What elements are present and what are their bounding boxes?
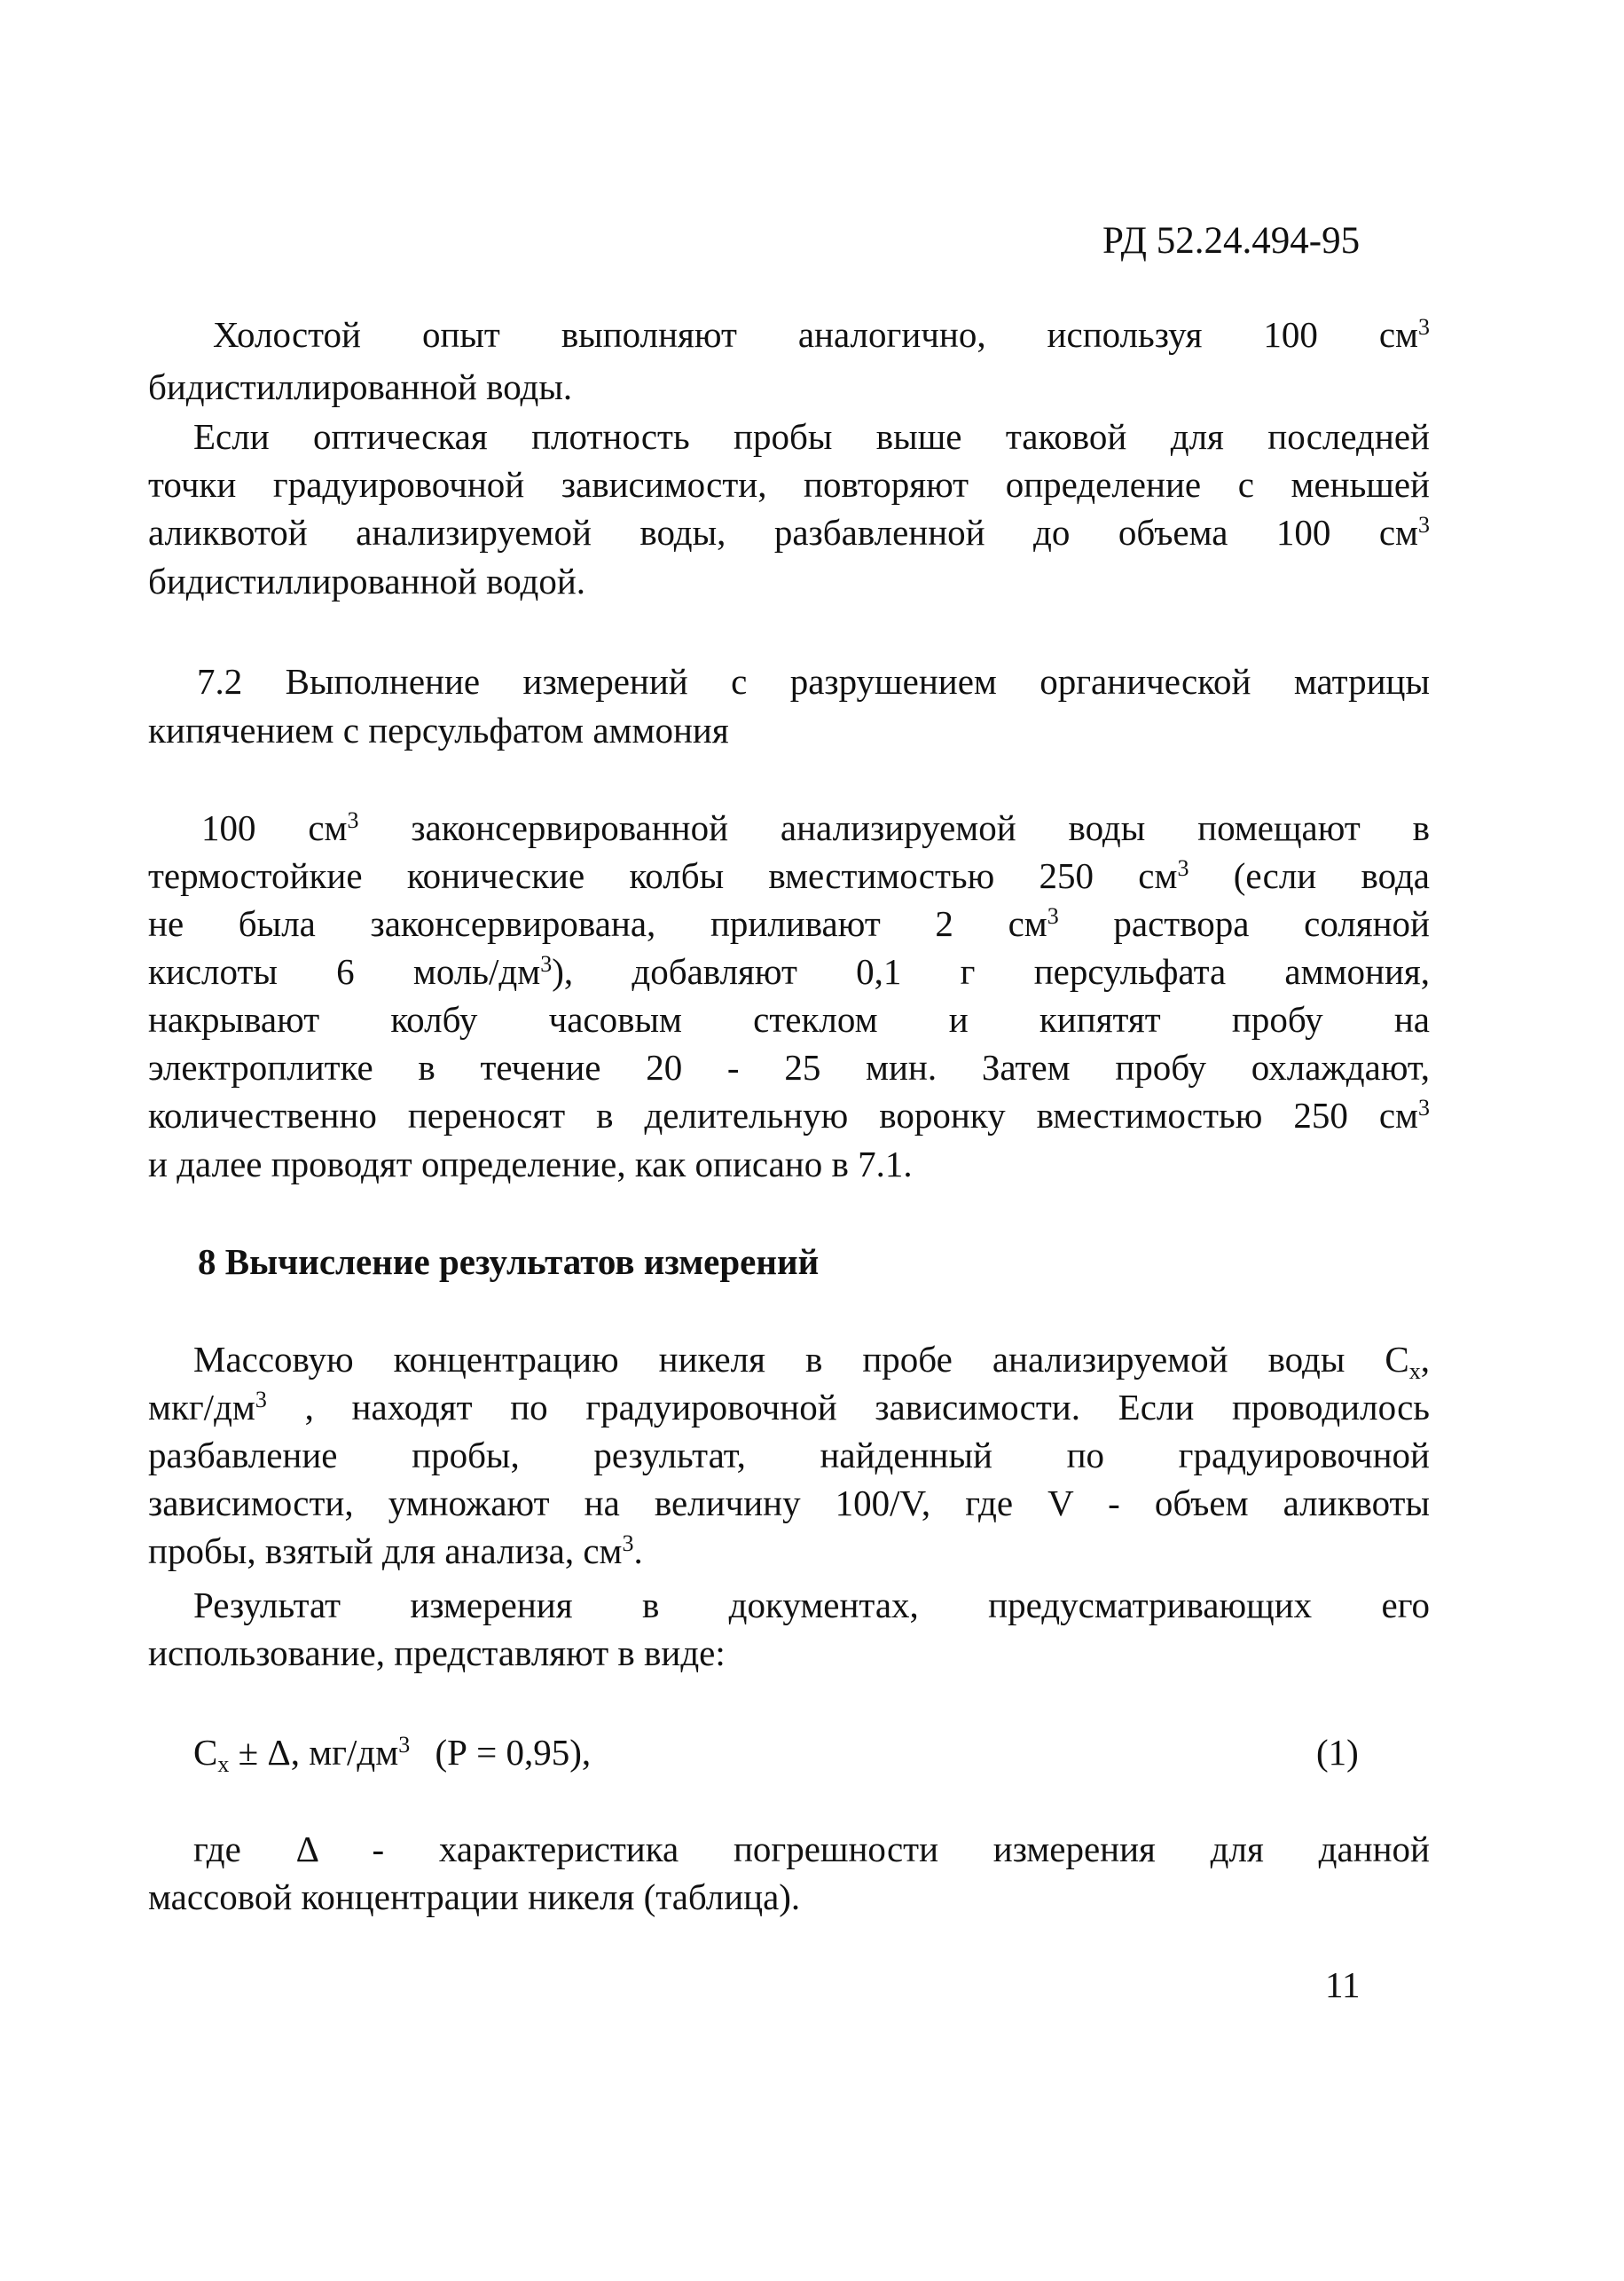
paragraph-line: электроплитке в течение 20 - 25 мин. Затем пробу охлаждают,	[148, 1047, 1430, 1088]
paragraph-line: пробы, взятый для анализа, $см^3$.	[148, 1530, 643, 1571]
document-code-header: РД 52.24.494-95	[1102, 220, 1361, 262]
formula-number: (1)	[1316, 1732, 1359, 1773]
paragraph-line: использование, представляют в виде:	[148, 1632, 726, 1673]
paragraph-line: массовой концентрации никеля (таблица).	[148, 1876, 801, 1917]
paragraph-line: бидистиллированной водой.	[148, 561, 586, 602]
paragraph-line: и далее проводят определение, как описано в 7.1.	[148, 1144, 913, 1184]
paragraph-line: кислоты 6 моль/$дм^3$), добавляют 0,1 г персульфата аммония,	[148, 951, 1431, 992]
paragraph-line: Результат измерения в документах, предусматривающих его	[193, 1585, 1430, 1625]
section-heading-7-2: 7.2 Выполнение измерений с разрушением органической матрицы	[197, 661, 1430, 702]
paragraph-line: Если оптическая плотность пробы выше таковой для последней	[193, 416, 1430, 457]
paragraph-line: термостойкие конические колбы вместимостью 250 $см^3$ (если вода	[148, 855, 1430, 896]
paragraph-line: зависимости, умножают на величину 100/V, где V - объем аликвоты	[148, 1483, 1430, 1523]
paragraph-line: разбавление пробы, результат, найденный по градуировочной	[148, 1435, 1430, 1475]
paragraph-line: бидистиллированной воды.	[148, 366, 573, 407]
page-number: 11	[1325, 1964, 1361, 2005]
paragraph-line: накрывают колбу часовым стеклом и кипятят пробу на	[148, 999, 1430, 1040]
paragraph-line: Массовую концентрацию никеля в пробе анализируемой воды $С_x$,	[193, 1339, 1430, 1384]
paragraph-line: 100 $см^3$ законсервированной анализируемой воды помещают в	[201, 807, 1430, 848]
paragraph-line: не была законсервирована, приливают 2 $см^3$ раствора соляной	[148, 903, 1430, 944]
paragraph-line: точки градуировочной зависимости, повторяют определение с меньшей	[148, 464, 1430, 505]
formula: $С_x \pm \Delta$, $мг/дм^3$ (Р = 0,95),	[193, 1732, 592, 1777]
section-heading-8: 8 Вычисление результатов измерений	[198, 1241, 820, 1282]
section-heading-7-2: кипячением с персульфатом аммония	[148, 710, 729, 751]
paragraph-line: Холостой опыт выполняют аналогично, используя 100 $см^3$	[213, 314, 1430, 355]
paragraph-line: мкг/$дм^3$ , находят по градуировочной зависимости. Если проводилось	[148, 1387, 1430, 1428]
paragraph-line: количественно переносят в делительную воронку вместимостью 250 $см^3$	[148, 1095, 1430, 1136]
paragraph-line: аликвотой анализируемой воды, разбавленной до объема 100 $см^3$	[148, 512, 1430, 553]
paragraph-line: где Δ - характеристика погрешности измерения для данной	[193, 1829, 1430, 1869]
